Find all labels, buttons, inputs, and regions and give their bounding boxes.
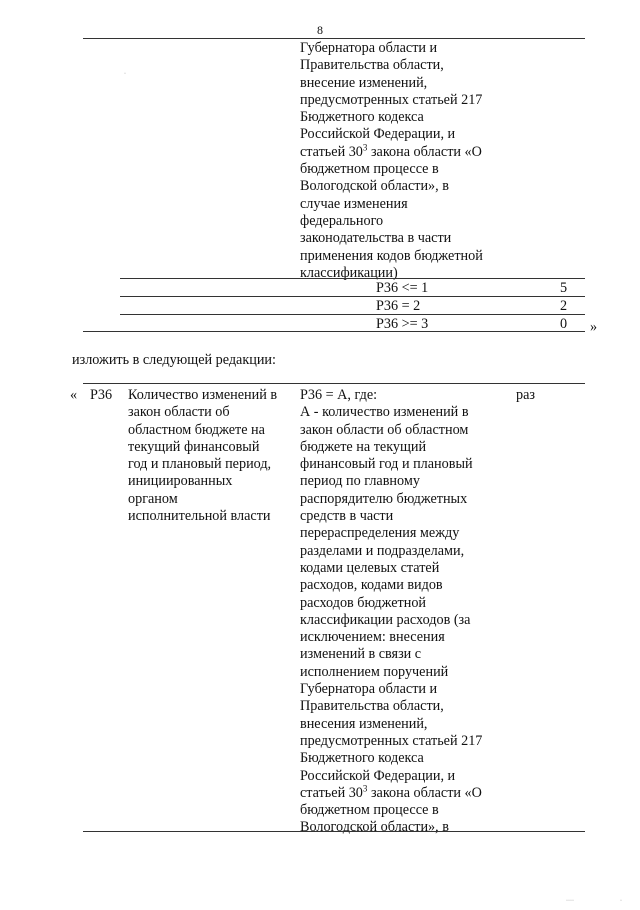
indicator-code: Р36 xyxy=(90,387,113,403)
table-rule xyxy=(120,314,585,315)
scan-mark: · xyxy=(620,898,622,904)
page-number: 8 xyxy=(317,23,323,37)
continued-criteria-text: Губернатора области и Правительства области, внесение изменений, предусмотренных статьей 217 Бюджетного кодекса Российской Федерации, и статьей $30^3$ закона области «О бюджетном процессе в Вологодской области», в случае изменения федерального законодательства в части применения кодов бюджетной классификации) xyxy=(300,40,483,281)
closing-quote: » xyxy=(590,319,598,335)
condition-cell: Р36 >= 3 xyxy=(376,316,429,332)
indicator-name: Количество изменений в закон области об областном бюджете на текущий финансовый год и плановый период, инициированных органом исполнительной власти xyxy=(128,387,278,525)
scan-mark: ···· xyxy=(566,898,574,904)
table-rule-bottom xyxy=(83,831,585,832)
table-rule xyxy=(120,278,585,279)
table-rule-top xyxy=(83,383,585,384)
intro-text: изложить в следующей редакции: xyxy=(72,352,276,368)
open-quote: « xyxy=(70,387,78,403)
table-rule xyxy=(120,296,585,297)
indicator-formula: Р36 = А, где: А - количество изменений в закон области об областном бюджете на текущий финансовый год и плановый период по главному распорядителю бюджетных средств в части перераспределения между разделами и подразделами, кодами целевых статей расходов, кодами видов расходов бюджетной классификации расходов (за исключением: внесения изменений в связи с исполнением поручений Губернатора области и Правительства области, внесения изменений, предусмотренных статьей 217 Бюджетного кодекса Российской Федерации, и статьей $30^3$ закона области «О бюджетном процессе в Вологодской области», в xyxy=(300,387,483,836)
condition-cell: Р36 = 2 xyxy=(376,298,421,314)
table-rule-top xyxy=(83,38,585,39)
condition-cell: Р36 <= 1 xyxy=(376,280,429,296)
score-cell: 0 xyxy=(560,316,568,332)
score-cell: 2 xyxy=(560,298,568,314)
scan-dot: · xyxy=(124,71,126,77)
unit-cell: раз xyxy=(516,387,535,403)
table-rule-bottom xyxy=(83,331,585,332)
score-cell: 5 xyxy=(560,280,568,296)
